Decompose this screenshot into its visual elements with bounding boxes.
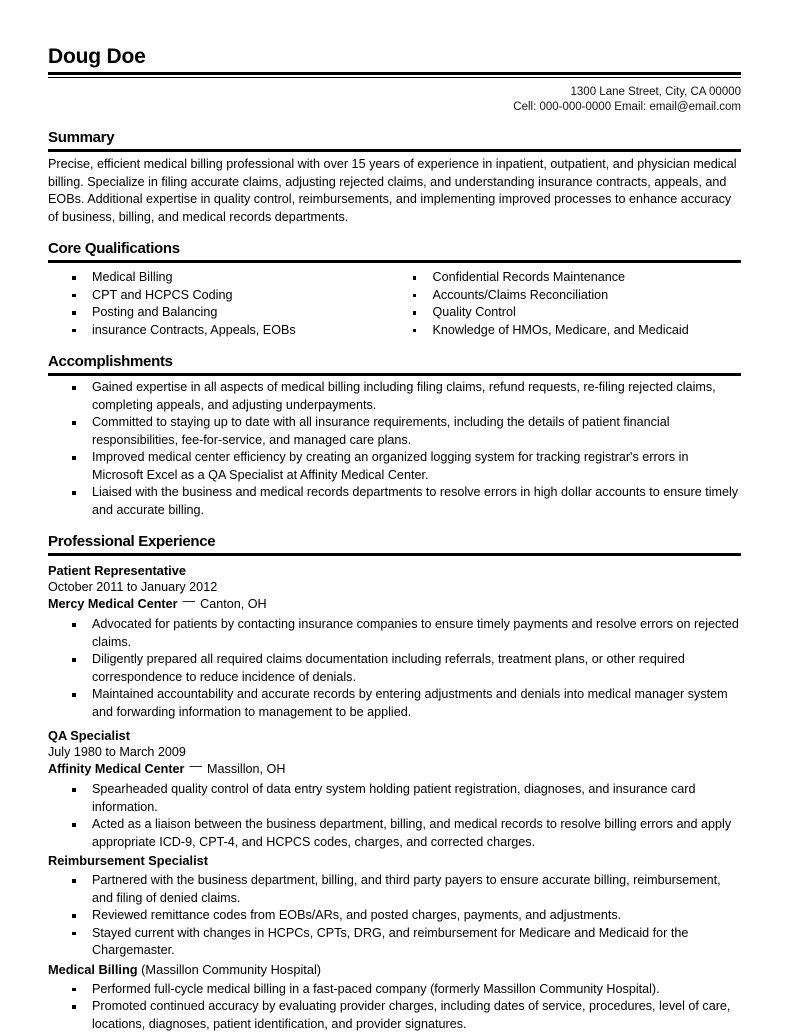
core-qualifications-list-right xyxy=(395,269,742,339)
list-item: Posting and Balancing xyxy=(48,304,395,322)
list-item: Improved medical center efficiency by creating an organized logging system for tracking registrar's errors in Microsoft Excel as a QA Specialist at Affinity Medical Center. xyxy=(48,449,741,484)
section-rule-professional-experience xyxy=(48,553,741,556)
job-title: QA Specialist xyxy=(48,727,741,744)
section-title-accomplishments: Accomplishments xyxy=(48,353,741,372)
experience-entry xyxy=(48,562,741,721)
list-item: CPT and HCPCS Coding xyxy=(48,287,395,305)
section-title-professional-experience: Professional Experience xyxy=(48,533,741,552)
job-separator-dash: — xyxy=(189,758,202,775)
list-item: Gained expertise in all aspects of medical billing including filing claims, refund requests, re-filing rejected claims, completing appeals, and adjusting underpayments. xyxy=(48,379,741,414)
job-subrole-bullets xyxy=(48,872,741,960)
section-accomplishments xyxy=(48,353,741,519)
job-subrole-name: Medical Billing xyxy=(48,962,138,977)
core-qualifications-column-left xyxy=(48,266,395,339)
list-item: Diligently prepared all required claims documentation including referrals, treatment plans, or other required correspondence to reduce incidence of denials. xyxy=(48,651,741,686)
job-dates: October 2011 to January 2012 xyxy=(48,579,741,596)
list-item: Reviewed remittance codes from EOBs/ARs, and posted charges, payments, and adjustments. xyxy=(48,907,741,925)
candidate-name: Doug Doe xyxy=(48,44,741,71)
section-professional-experience xyxy=(48,533,741,1033)
list-item: insurance Contracts, Appeals, EOBs xyxy=(48,322,395,340)
job-separator-dash: — xyxy=(183,593,196,610)
list-item: Promoted continued accuracy by evaluating provider charges, including dates of service, procedures, level of care, locations, diagnoses, patient identification, and provider signatures. xyxy=(48,998,741,1033)
contact-phone-email: Cell: 000-000-0000 Email: email@email.com xyxy=(48,100,741,115)
job-subrole xyxy=(48,852,741,869)
list-item: Spearheaded quality control of data entry system holding patient registration, diagnoses, and insurance card information. xyxy=(48,781,741,816)
job-subrole xyxy=(48,961,741,978)
list-item: Quality Control xyxy=(395,304,742,322)
section-core-qualifications xyxy=(48,240,741,339)
section-rule-core-qualifications xyxy=(48,260,741,263)
header-rule-thin xyxy=(48,77,741,78)
section-title-summary: Summary xyxy=(48,129,741,148)
list-item: Knowledge of HMOs, Medicare, and Medicaid xyxy=(395,322,742,340)
section-rule-accomplishments xyxy=(48,373,741,376)
job-dates: July 1980 to March 2009 xyxy=(48,744,741,761)
core-qualifications-list-left xyxy=(48,269,395,339)
list-item: Acted as a liaison between the business department, billing, and medical records to resolve billing errors and apply appropriate ICD-9, CPT-4, and HCPCS codes, charges, and corrected charges. xyxy=(48,816,741,851)
job-bullets xyxy=(48,616,741,721)
job-location: Canton, OH xyxy=(200,597,267,611)
list-item: Medical Billing xyxy=(48,269,395,287)
list-item: Partnered with the business department, billing, and third party payers to ensure accurate billing, reimbursement, and filing of denied claims. xyxy=(48,872,741,907)
summary-text: Precise, efficient medical billing professional with over 15 years of experience in inpatient, outpatient, and physician medical billing. Specialize in filing accurate claims, adjusting rejected claims, and understanding insurance contracts, appeals, and EOBs. Additional expertise in quality control, reimbursements, and implementing improved processes to enhance accuracy of business, billing, and medical records departments. xyxy=(48,156,741,226)
job-company-line xyxy=(48,596,741,613)
section-title-core-qualifications: Core Qualifications xyxy=(48,240,741,259)
job-subrole-name: Reimbursement Specialist xyxy=(48,853,208,868)
contact-address: 1300 Lane Street, City, CA 00000 xyxy=(48,85,741,100)
core-qualifications-column-right xyxy=(395,266,742,339)
experience-entry xyxy=(48,727,741,1033)
list-item: Maintained accountability and accurate records by entering adjustments and denials into medical manager system and forwarding information to management to be applied. xyxy=(48,686,741,721)
resume-header xyxy=(48,44,741,115)
job-company: Affinity Medical Center xyxy=(48,762,184,776)
list-item: Accounts/Claims Reconciliation xyxy=(395,287,742,305)
job-location: Massillon, OH xyxy=(207,762,285,776)
job-company-line xyxy=(48,761,741,778)
list-item: Liaised with the business and medical records departments to resolve errors in high dollar accounts to ensure timely and accurate billing. xyxy=(48,484,741,519)
header-rule-thick xyxy=(48,72,741,75)
list-item: Advocated for patients by contacting insurance companies to ensure timely payments and resolve errors on rejected claims. xyxy=(48,616,741,651)
section-rule-summary xyxy=(48,149,741,152)
core-qualifications-columns xyxy=(48,266,741,339)
contact-block xyxy=(48,85,741,115)
job-title: Patient Representative xyxy=(48,562,741,579)
list-item: Performed full-cycle medical billing in a fast-paced company (formerly Massillon Community Hospital). xyxy=(48,981,741,999)
job-subrole-note: (Massillon Community Hospital) xyxy=(138,962,321,977)
list-item: Committed to staying up to date with all insurance requirements, including the details of patient financial responsibilities, fee-for-service, and managed care plans. xyxy=(48,414,741,449)
section-summary xyxy=(48,129,741,226)
job-bullets xyxy=(48,781,741,851)
job-subrole-bullets xyxy=(48,981,741,1033)
job-company: Mercy Medical Center xyxy=(48,597,178,611)
list-item: Stayed current with changes in HCPCs, CPTs, DRG, and reimbursement for Medicare and Medicaid for the Chargemaster. xyxy=(48,925,741,960)
accomplishments-list xyxy=(48,379,741,519)
list-item: Confidential Records Maintenance xyxy=(395,269,742,287)
